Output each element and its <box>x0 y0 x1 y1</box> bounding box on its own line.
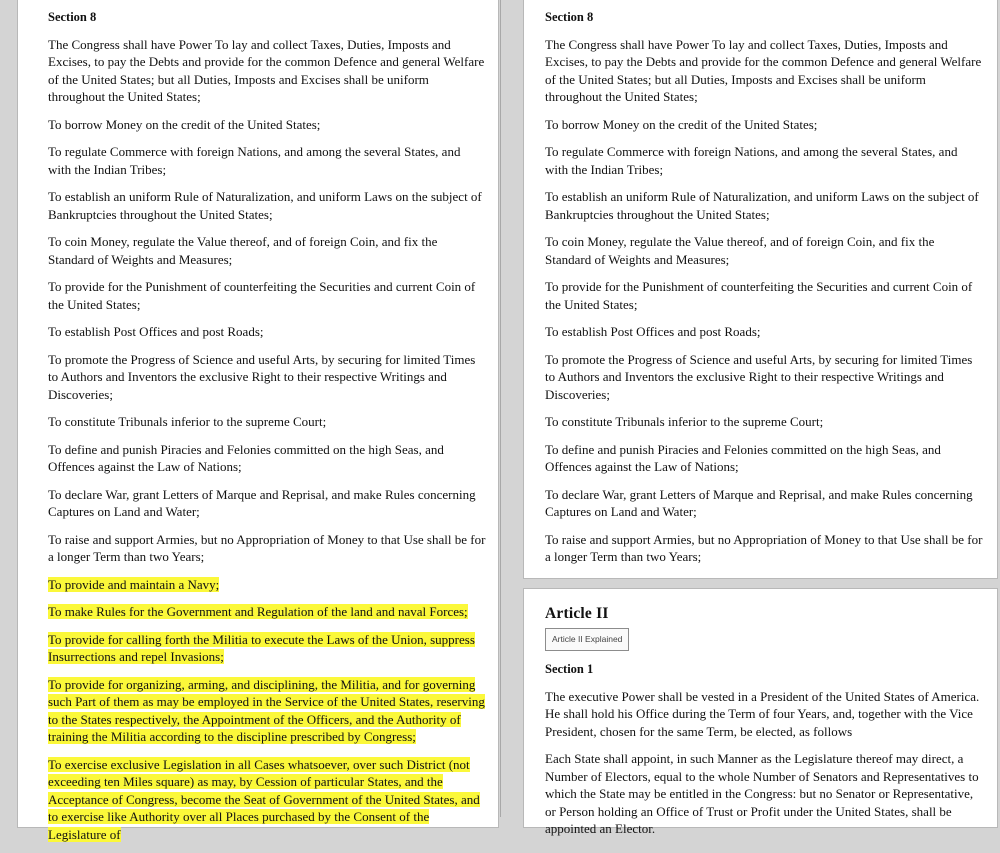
paragraph-text: To regulate Commerce with foreign Nations, and among the several States, and with the Indian Tribes; <box>48 144 461 177</box>
paragraph-text: To establish an uniform Rule of Naturalization, and uniform Laws on the subject of Bankruptcies throughout the United States; <box>48 189 482 222</box>
right-document-pane[interactable] <box>501 0 1000 836</box>
paragraph-text: To coin Money, regulate the Value thereof, and of foreign Coin, and fix the Standard of Weights and Measures; <box>48 234 438 267</box>
section-title: Section 8 <box>545 10 594 24</box>
paragraph <box>48 576 486 594</box>
left-page-content <box>48 9 486 853</box>
paragraph <box>48 531 486 566</box>
right-document-page-2 <box>523 588 998 836</box>
right-page-1-content <box>545 9 983 576</box>
paragraph <box>48 36 486 106</box>
paragraph-text: To borrow Money on the credit of the United States; <box>48 116 321 132</box>
paragraph <box>48 233 486 268</box>
paragraph <box>545 323 983 341</box>
paragraph-text: To declare War, grant Letters of Marque and Reprisal, and make Rules concerning Captures on Land and Water; <box>545 486 973 519</box>
paragraph <box>48 676 486 746</box>
paragraph <box>545 688 983 741</box>
paragraph <box>48 603 486 621</box>
section-title: Section 8 <box>48 10 97 24</box>
highlighted-text: To make Rules for the Government and Regulation of the land and naval Forces; <box>48 604 468 619</box>
paragraph-text: To borrow Money on the credit of the United States; <box>545 116 818 132</box>
paragraph <box>48 631 486 666</box>
paragraph-text: To constitute Tribunals inferior to the supreme Court; <box>48 414 327 429</box>
paragraph <box>545 441 983 476</box>
paragraph <box>545 351 983 404</box>
paragraph <box>545 486 983 521</box>
paragraph-text: The Congress shall have Power To lay and collect Taxes, Duties, Imposts and Excises, to pay the Debts and provide for the common Defence and general Welfare of the United States; but all Duties, Imposts and Excises shall be uniform throughout the United States; <box>545 36 982 104</box>
paragraph <box>48 351 486 404</box>
paragraph <box>545 116 983 134</box>
article-explained-button[interactable]: Article II Explained <box>545 628 629 652</box>
paragraph-text: To raise and support Armies, but no Appropriation of Money to that Use shall be for a longer Term than two Years; <box>48 531 486 564</box>
paragraph-text: To provide for the Punishment of counterfeiting the Securities and current Coin of the United States; <box>48 279 476 312</box>
paragraph-text: To provide for the Punishment of counterfeiting the Securities and current Coin of the United States; <box>545 279 973 312</box>
paragraph <box>545 188 983 223</box>
highlighted-text: To provide for organizing, arming, and disciplining, the Militia, and for governing such Part of them as may be employed in the Service of the United States, reserving to the States respectively, the Appointment of the Officers, and the Authority of training the Militia according to the discipline prescribed by Congress; <box>48 676 485 744</box>
right-document-page-1 <box>523 0 998 579</box>
highlighted-text: To provide and maintain a Navy; <box>48 576 220 592</box>
paragraph <box>48 116 486 134</box>
paragraph <box>545 413 983 431</box>
section-title: Section 1 <box>545 662 594 676</box>
paragraph-text: The Congress shall have Power To lay and collect Taxes, Duties, Imposts and Excises, to pay the Debts and provide for the common Defence and general Welfare of the United States; but all Duties, Imposts and Excises shall be uniform throughout the United States; <box>48 36 485 104</box>
paragraph-text: To coin Money, regulate the Value thereof, and of foreign Coin, and fix the Standard of Weights and Measures; <box>545 234 935 267</box>
paragraph-text: Each State shall appoint, in such Manner as the Legislature thereof may direct, a Number of Electors, equal to the whole Number of Senators and Representatives to which the State may be entitled in the Congress: but no Senator or Representative, or Person holding an Office of Trust or Profit under the United States, shall be appointed an Elector. <box>545 751 979 836</box>
paragraph-text: To regulate Commerce with foreign Nations, and among the several States, and with the Indian Tribes; <box>545 144 958 177</box>
paragraph-text: To establish Post Offices and post Roads; <box>48 324 264 339</box>
paragraph-text: To establish an uniform Rule of Naturalization, and uniform Laws on the subject of Bankruptcies throughout the United States; <box>545 189 979 222</box>
paragraph-text: To declare War, grant Letters of Marque and Reprisal, and make Rules concerning Captures on Land and Water; <box>48 486 476 519</box>
paragraph <box>48 323 486 341</box>
paragraph <box>48 413 486 431</box>
paragraph-list <box>545 36 983 566</box>
paragraph-text: To establish Post Offices and post Roads; <box>545 324 761 339</box>
paragraph <box>545 750 983 838</box>
paragraph <box>545 233 983 268</box>
paragraph-text: To constitute Tribunals inferior to the supreme Court; <box>545 414 824 429</box>
paragraph-text: To promote the Progress of Science and useful Arts, by securing for limited Times to Authors and Inventors the exclusive Right to their respective Writings and Discoveries; <box>545 351 973 402</box>
paragraph-text: To promote the Progress of Science and useful Arts, by securing for limited Times to Authors and Inventors the exclusive Right to their respective Writings and Discoveries; <box>48 351 476 402</box>
paragraph <box>545 36 983 106</box>
article-title: Article II <box>545 605 609 622</box>
paragraph-text: To raise and support Armies, but no Appropriation of Money to that Use shall be for a longer Term than two Years; <box>545 531 983 564</box>
paragraph <box>48 486 486 521</box>
paragraph-text: The executive Power shall be vested in a President of the United States of America. He shall hold his Office during the Term of four Years, and, together with the Vice President, chosen for the same Term, be elected, as follows <box>545 688 980 739</box>
highlighted-text: To exercise exclusive Legislation in all Cases whatsoever, over such District (not exceeding ten Miles square) as may, by Cession of particular States, and the Acceptance of Congress, become the Seat of Government of the United States, and to exercise like Authority over all Places purchased by the Consent of the Legislature of <box>48 756 480 842</box>
paragraph <box>545 143 983 178</box>
paragraph-list <box>48 36 486 844</box>
left-document-pane[interactable] <box>0 0 501 842</box>
paragraph <box>545 531 983 566</box>
highlighted-text: To provide for calling forth the Militia to execute the Laws of the Union, suppress Insurrections and repel Invasions; <box>48 631 475 664</box>
right-page-2-content <box>545 605 983 848</box>
paragraph <box>48 188 486 223</box>
left-document-page <box>17 0 499 842</box>
paragraph-text: To define and punish Piracies and Felonies committed on the high Seas, and Offences against the Law of Nations; <box>48 441 444 474</box>
paragraph <box>48 143 486 178</box>
paragraph <box>48 278 486 313</box>
paragraph <box>545 278 983 313</box>
paragraph <box>48 756 486 844</box>
paragraph-text: To define and punish Piracies and Felonies committed on the high Seas, and Offences against the Law of Nations; <box>545 441 941 474</box>
paragraph <box>48 441 486 476</box>
paragraph-list <box>545 688 983 838</box>
